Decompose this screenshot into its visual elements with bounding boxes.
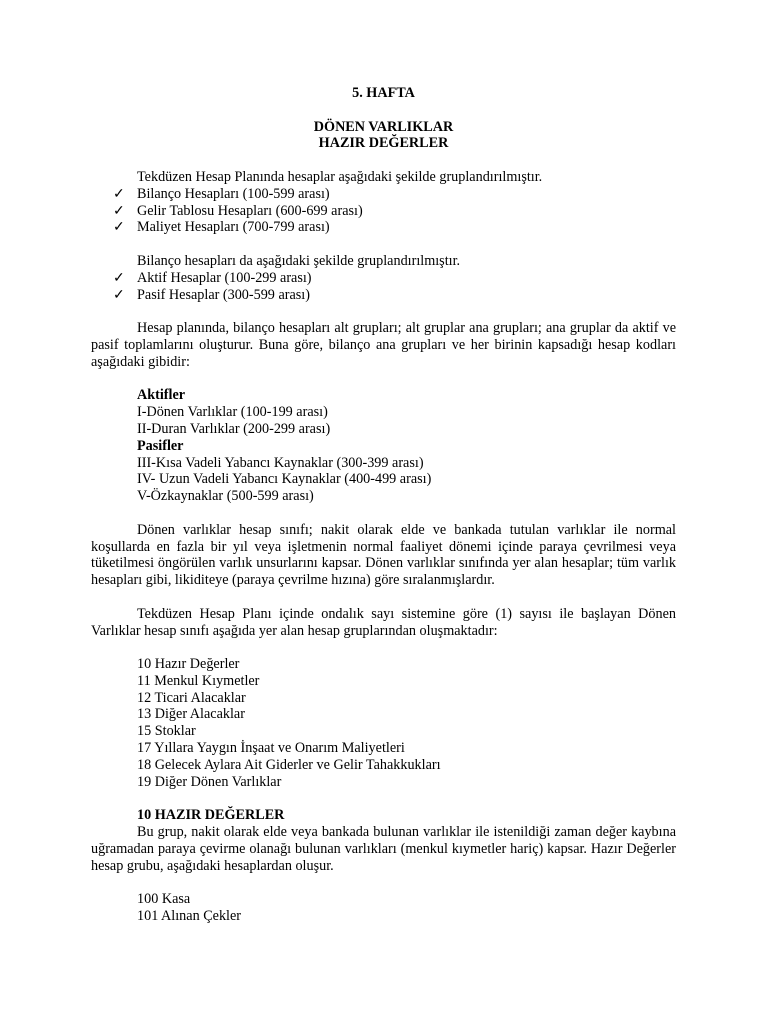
list-item: ✓ Bilanço Hesapları (100-599 arası)	[113, 185, 330, 202]
checkmark-icon: ✓	[113, 219, 125, 236]
list-item: IV- Uzun Vadeli Yabancı Kaynaklar (400-499 arası)	[137, 471, 432, 488]
paragraph-hesap-plani: Hesap planında, bilanço hesapları alt grupları; alt gruplar ana grupları; ana gruplar da aktif ve pasif toplamlarını oluşturur. Buna göre, bilanço ana grupları ve her birinin kapsadığı hesap kodları aşağıdaki gibidir:	[91, 320, 676, 370]
balance-structure	[91, 387, 676, 505]
section-heading: 10 HAZIR DEĞERLER	[137, 807, 285, 824]
pasifler-heading: Pasifler	[137, 437, 184, 454]
list-item: 101 Alınan Çekler	[137, 908, 242, 925]
document-page	[91, 85, 676, 925]
list-item: 18 Gelecek Aylara Ait Giderler ve Gelir Tahakkukları	[137, 756, 441, 773]
checkmark-icon: ✓	[113, 202, 125, 219]
aktifler-heading: Aktifler	[137, 387, 186, 404]
list-item: ✓ Pasif Hesaplar (300-599 arası)	[113, 286, 310, 303]
list-item: 17 Yıllara Yaygın İnşaat ve Onarım Maliyetleri	[137, 740, 405, 757]
list-item: 12 Ticari Alacaklar	[137, 689, 246, 706]
week-heading: 5. HAFTA	[352, 85, 415, 101]
list-item: ✓ Aktif Hesaplar (100-299 arası)	[113, 269, 312, 286]
list-item: V-Özkaynaklar (500-599 arası)	[137, 488, 314, 505]
list-item: 11 Menkul Kıymetler	[137, 672, 260, 689]
list-item: II-Duran Varlıklar (200-299 arası)	[137, 420, 331, 437]
checkmark-icon: ✓	[113, 185, 125, 202]
checkmark-icon: ✓	[113, 286, 125, 303]
list-item: ✓ Gelir Tablosu Hesapları (600-699 arası)	[113, 202, 363, 219]
list-item: 100 Kasa	[137, 891, 191, 908]
section-paragraph: Bu grup, nakit olarak elde veya bankada bulunan varlıklar ile istenildiği zaman değer kaybına uğramadan paraya çevirme olanağı bulunan varlıkları (menkul kıymetler hariç) kapsar. Hazır Değerler hesap grubu, aşağıdaki hesaplardan oluşur.	[91, 824, 676, 874]
balance-groups-list	[91, 270, 676, 304]
checkmark-icon: ✓	[113, 269, 125, 286]
accounts-list	[91, 891, 676, 925]
list-item: 19 Diğer Dönen Varlıklar	[137, 773, 282, 790]
title-hazir-degerler: HAZIR DEĞERLER	[318, 135, 449, 152]
list-item: III-Kısa Vadeli Yabancı Kaynaklar (300-399 arası)	[137, 454, 424, 471]
paragraph-donen-varliklar: Dönen varlıklar hesap sınıfı; nakit olarak elde ve bankada tutulan varlıklar ile normal koşullarda en fazla bir yıl veya işletmenin normal faaliyet dönemi içinde paraya çevrilmesi veya tüketilmesi öngörülen varlık unsurlarını kapsar. Dönen varlıklar sınıfında yer alan hesaplar; tüm varlık hesapları gibi, likiditeye (paraya çevrilme hızına) göre sıralanmışlardır.	[91, 521, 676, 589]
intro-paragraph-1: Tekdüzen Hesap Planında hesaplar aşağıdaki şekilde gruplandırılmıştır.	[137, 168, 543, 185]
list-item: I-Dönen Varlıklar (100-199 arası)	[137, 404, 328, 421]
account-groups-list	[91, 656, 676, 790]
account-classes-list	[91, 186, 676, 236]
list-item: ✓ Maliyet Hesapları (700-799 arası)	[113, 219, 330, 236]
list-item: 10 Hazır Değerler	[137, 656, 240, 673]
paragraph-tekduzen: Tekdüzen Hesap Planı içinde ondalık sayı sistemine göre (1) sayısı ile başlayan Dönen Varlıklar hesap sınıfı aşağıda yer alan hesap gruplarından oluşmaktadır:	[91, 605, 676, 639]
list-item: 13 Diğer Alacaklar	[137, 706, 245, 723]
list-item: 15 Stoklar	[137, 723, 196, 740]
title-donen-varliklar: DÖNEN VARLIKLAR	[313, 118, 454, 135]
intro-paragraph-2: Bilanço hesapları da aşağıdaki şekilde gruplandırılmıştır.	[137, 252, 461, 269]
